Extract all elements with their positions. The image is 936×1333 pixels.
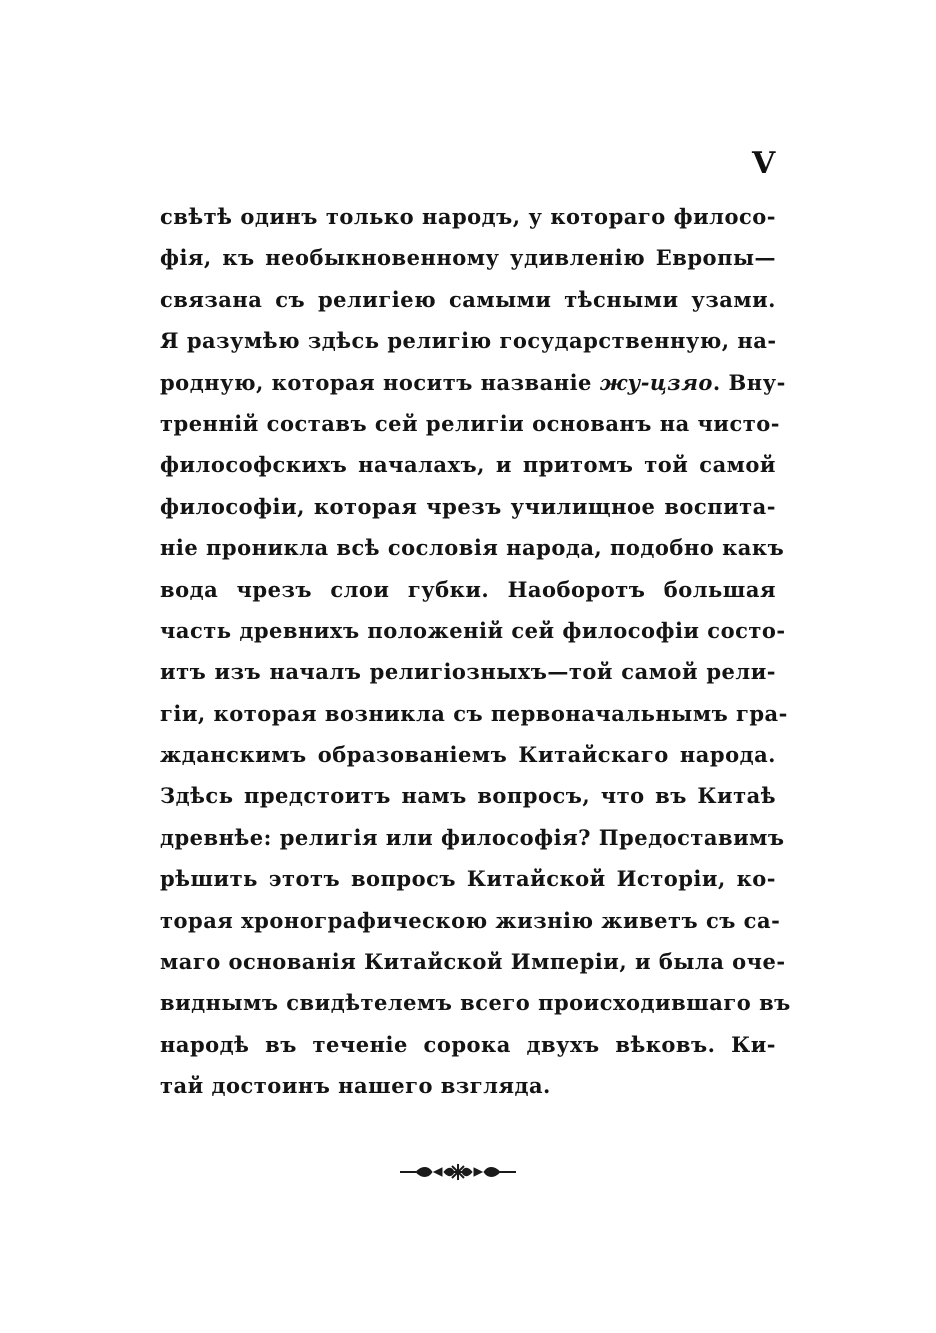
text-line: ніе проникла всѣ сословія народа, подобно какъ bbox=[160, 535, 785, 561]
text-line: часть древнихъ положеній сей философіи состо- bbox=[160, 617, 786, 643]
text-line: тай достоинъ нашего взгляда. bbox=[160, 1073, 551, 1099]
ornament-divider-icon bbox=[398, 1160, 518, 1184]
body-text bbox=[160, 196, 791, 1107]
text-line: связана съ религіею самыми тѣсными узами. bbox=[160, 286, 776, 312]
text-line: народѣ въ теченіе сорока двухъ вѣковъ. Ки- bbox=[160, 1031, 776, 1057]
text-line: философіи, которая чрезъ училищное воспита- bbox=[160, 493, 776, 519]
text-line: маго основанія Китайской Имперіи, и была оче- bbox=[160, 949, 786, 975]
text-line: жданскимъ образованіемъ Китайскаго народа. bbox=[160, 742, 776, 768]
text-line: свѣтѣ одинъ только народъ, у котораго филосо- bbox=[160, 204, 776, 229]
text-span: . Вну- bbox=[712, 369, 786, 395]
text-line: торая хронографическою жизнію живетъ съ са- bbox=[160, 907, 781, 933]
text-line: рѣшить этотъ вопросъ Китайской Исторіи, ко- bbox=[160, 866, 776, 892]
text-span: родную, которая носитъ названіе bbox=[160, 369, 600, 395]
emphasized-term: жу-цзяо bbox=[599, 369, 713, 395]
text-line: гіи, которая возникла съ первоначальнымъ гра- bbox=[160, 700, 788, 726]
text-line: вода чрезъ слои губки. Наоборотъ большая bbox=[160, 576, 776, 602]
text-line bbox=[160, 362, 786, 403]
text-line: фія, къ необыкновенному удивленію Европы— bbox=[160, 245, 776, 271]
text-line: тренній составъ сей религіи основанъ на чисто- bbox=[160, 410, 780, 436]
text-line: итъ изъ началъ религіозныхъ—той самой рели- bbox=[160, 659, 776, 685]
page-number: V bbox=[752, 146, 776, 181]
text-line: философскихъ началахъ, и притомъ той самой bbox=[160, 452, 776, 478]
text-line: виднымъ свидѣтелемъ всего происходившаго въ bbox=[160, 990, 791, 1016]
text-line: Я разумѣю здѣсь религію государственную, на- bbox=[160, 328, 777, 354]
text-line: древнѣе: религія или философія? Предоставимъ bbox=[160, 824, 785, 850]
text-line: Здѣсь предстоитъ намъ вопросъ, что въ Китаѣ bbox=[160, 783, 776, 809]
